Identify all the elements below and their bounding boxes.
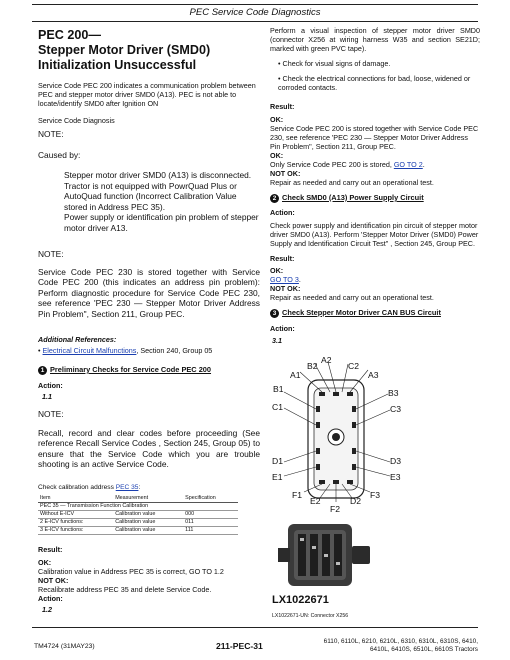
ok-label-r1: OK: (270, 115, 284, 124)
not-ok-label: NOT OK: (38, 576, 69, 585)
table-header-cell: Item (38, 495, 113, 503)
bullet-1-text: Check for visual signs of damage. (282, 59, 391, 68)
table-cell: Calibration value (113, 527, 183, 535)
check-calibration-prefix: Check calibration address (38, 483, 116, 491)
footer-models: 6110, 6110L, 6210, 6210L, 6310, 6310L, 6310S, 6410, 6410L, 6410S, 6510L, 6610S Tractors (323, 638, 478, 653)
result-label: Result: (38, 545, 63, 554)
step-3-title: Check Stepper Motor Driver CAN BUS Circuit (282, 308, 441, 317)
figure-caption: LX1022671-UN: Connector X256 (272, 613, 349, 619)
cause-item: Stepper motor driver SMD0 (A13) is disconnected. (64, 170, 252, 180)
step-number-1: 1 (38, 366, 47, 375)
result-label-r1: Result: (270, 102, 295, 111)
not-ok-label-r1: NOT OK: (270, 169, 301, 178)
action-number: 1.1 (42, 392, 52, 401)
action-label-r2: Action: (270, 324, 295, 333)
table-row (38, 503, 238, 511)
not-ok-text-r1: Repair as needed and carry out an operational test. (270, 178, 434, 187)
ok-text-r2: Only Service Code PEC 200 is stored, GO TO 2. (270, 160, 425, 169)
ok-text-r1: Service Code PEC 200 is stored together with Service Code PEC 230, see reference 'PEC 230 — Stepper Motor Driver Address Pin Problem", Section 211, Group PEC. (270, 124, 479, 151)
pin-label: F3 (370, 490, 381, 500)
diagnosis-heading: Service Code Diagnosis (38, 116, 115, 125)
title-line-1: PEC 200— (38, 28, 101, 42)
table-cell: Calibration value (113, 511, 183, 519)
check-calibration-line (38, 484, 260, 493)
pin-label: E2 (310, 496, 321, 506)
table-cell: PEC 35 — Transmission Function Calibration (38, 503, 238, 511)
pin-label: F2 (330, 504, 341, 514)
step-2-title: Check SMD0 (A13) Power Supply Circuit (282, 193, 424, 202)
footer-left: TM4724 (31MAY23) (34, 643, 95, 650)
table-header-row (38, 495, 238, 503)
pin-label: C3 (390, 404, 401, 414)
section-title (38, 28, 260, 73)
pin-label: D1 (272, 456, 283, 466)
ok-label: OK: (38, 558, 52, 567)
table-cell: Calibration value (113, 519, 183, 527)
reference-rest: , Section 240, Group 05 (136, 346, 213, 355)
note-label-3: NOTE: (38, 409, 64, 419)
ok-label-r3: OK: (270, 266, 284, 275)
header-title: PEC Service Code Diagnostics (189, 7, 321, 18)
pin-label: C2 (348, 361, 359, 371)
action-number-r2: 3.1 (272, 336, 282, 345)
table-header-cell: Measurement (113, 495, 183, 503)
action-number-2: 1.2 (42, 605, 52, 614)
action-label: Action: (38, 381, 63, 390)
action-label-2: Action: (38, 594, 63, 603)
action-label-r1: Action: (270, 208, 295, 217)
connector-photo (270, 518, 480, 606)
pin-label: B1 (273, 384, 284, 394)
pin-label: D2 (350, 496, 361, 506)
check-calibration-suffix: : (138, 483, 141, 491)
note-2-text: Service Code PEC 230 is stored together with Service Code PEC 200 (this indicates an address pin problem): Perform diagnostic procedure for Service Code PEC 230, see reference 'PEC 230 — Stepper Motor Driver Address Pin Problem", Section 211, Group PEC. (38, 266, 260, 319)
bullet-check-connections: • Check the electrical connections for bad, loose, widened or corroded contacts. (278, 74, 471, 92)
table-row (38, 527, 238, 535)
result-label-r2: Result: (270, 254, 295, 263)
table-header-cell: Specification (183, 495, 238, 503)
pin-label: A1 (290, 370, 301, 380)
left-column (38, 26, 260, 614)
footer-rule (32, 627, 478, 628)
note-3-text: Recall, record and clear codes before proceeding (See reference Recall Service Codes , Section 245, Group 05) to ensure that the Service Code which you are trouble shooting is an active Service Code. (38, 427, 260, 469)
bullet-2-text: Check the electrical connections for bad, loose, widened or corroded contacts. (278, 74, 471, 92)
connector-x256-diagram (270, 352, 480, 524)
inspection-text: Perform a visual inspection of stepper motor driver SMD0 (connector X256 at wiring harness W35 and section SE21D; marked with green PVC tape). (270, 26, 480, 53)
table-cell: Without E-ICV (38, 511, 113, 519)
table-cell: 3 E-ICV functions: (38, 527, 113, 535)
pin-label: E3 (390, 472, 401, 482)
cause-item: Power supply or identification pin problem of stepper motor driver A13. (64, 212, 259, 233)
pec35-link[interactable]: PEC 35 (115, 483, 139, 491)
ok-label-r2: OK: (270, 151, 284, 160)
reference-line: • Electrical Circuit Malfunctions, Section 240, Group 05 (38, 346, 213, 355)
table-cell: 111 (183, 527, 238, 535)
table-row (38, 519, 238, 527)
causes-list (38, 170, 260, 233)
not-ok-label-r2: NOT OK: (270, 284, 301, 293)
go-to-2-link[interactable]: GO TO 2 (393, 160, 423, 169)
ok-text: Calibration value in Address PEC 35 is correct, GO TO 1.2 (38, 567, 224, 576)
pin-label: A2 (321, 355, 332, 365)
pin-label: E1 (272, 472, 283, 482)
ok2-text: Only Service Code PEC 200 is stored, (270, 160, 392, 169)
go-to-3-line: GO TO 3. (270, 275, 301, 284)
additional-references-label: Additional References: (38, 335, 117, 344)
note-label-1: NOTE: (38, 129, 64, 139)
pin-label: D3 (390, 456, 401, 466)
pin-label: F1 (292, 490, 303, 500)
figure-id-label: LX1022671 (272, 594, 329, 606)
table-cell: 011 (183, 519, 238, 527)
go-to-3-link[interactable]: GO TO 3 (270, 275, 299, 284)
bullet-check-damage: • Check for visual signs of damage. (278, 59, 391, 68)
step-number-3: 3 (270, 309, 279, 318)
cause-item: Tractor is not equipped with PowrQuad Plus or AutoQuad function (Incorrect Calibration Value stored in Address PEC 35). (64, 180, 237, 212)
table-cell: 000 (183, 511, 238, 519)
title-line-2: Stepper Motor Driver (SMD0) Initialization Unsuccessful (38, 43, 211, 72)
note-label-2: NOTE: (38, 249, 64, 259)
pin-label: B2 (307, 361, 318, 371)
step-1-title: Preliminary Checks for Service Code PEC 200 (50, 365, 212, 374)
pin-label: B3 (388, 388, 399, 398)
table-cell: 2 E-ICV functions: (38, 519, 113, 527)
intro-text: Service Code PEC 200 indicates a communication problem between PEC and stepper motor driver SMD0 (A13). PEC is not able to locate/identify SMD0 after Ignition ON (38, 81, 256, 108)
step-1-heading (38, 365, 260, 375)
pin-label: A3 (368, 370, 379, 380)
right-column (270, 26, 480, 345)
table-row (38, 511, 238, 519)
caused-by-label: Caused by: (38, 149, 81, 160)
not-ok-text-r2: Repair as needed and carry out an operational test. (270, 293, 434, 302)
action-text-r1: Check power supply and identification pin circuit of stepper motor driver SMD0 (A13). Perform 'Stepper Motor Driver (SMD0) Power Supply and Identification Circuit Test" , Section 245, Group PEC. (270, 221, 479, 248)
electrical-malfunctions-link[interactable]: Electrical Circuit Malfunctions (42, 346, 137, 355)
not-ok-text: Recalibrate address PEC 35 and delete Service Code. (38, 585, 212, 594)
step-2-heading (270, 193, 480, 203)
step-number-2: 2 (270, 194, 279, 203)
step-3-heading (270, 308, 480, 318)
pin-label: C1 (272, 402, 283, 412)
calibration-table (38, 495, 238, 535)
page-header (32, 4, 478, 22)
footer-page-number: 211-PEC-31 (216, 641, 263, 651)
